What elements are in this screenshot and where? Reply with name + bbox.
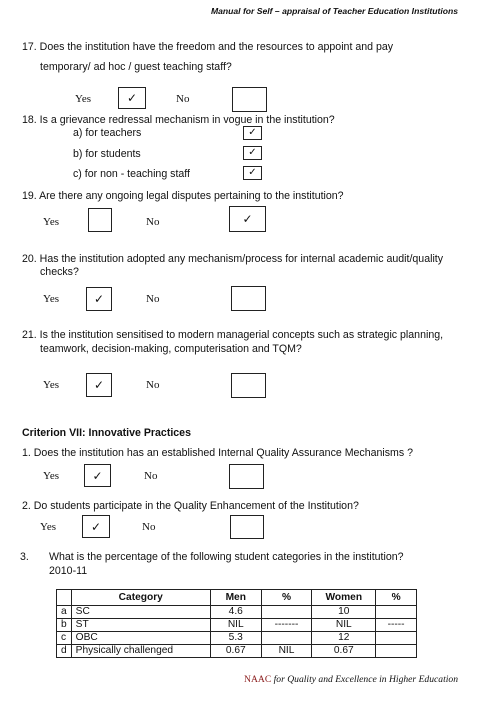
q19-yes-checkbox[interactable] [88,208,112,232]
table-cell: 12 [312,632,376,645]
q20-yes-label: Yes [43,293,60,305]
table-cell: ----- [376,619,417,632]
table-cell: NIL [312,619,376,632]
table-cell: NIL [210,619,261,632]
criterion-q3-year: 2010-11 [49,565,88,577]
q20-yes-checkbox[interactable]: ✓ [86,287,112,311]
c1-no-label: No [144,470,158,482]
question-18: 18. Is a grievance redressal mechanism in vogue in the institution? [22,114,335,126]
q21-yes-label: Yes [43,379,60,391]
question-20-line1: 20. Has the institution adopted any mechanism/process for internal academic audit/quality [22,253,444,265]
table-cell: d [57,645,72,658]
c2-no-checkbox[interactable] [230,515,264,539]
question-17-line1: 17. Does the institution have the freedom and the resources to appoint and pay [22,41,394,53]
table-header-row [57,590,417,606]
table-cell: c [57,632,72,645]
table-row [57,632,417,645]
table-cell [261,632,312,645]
c2-no-label: No [142,521,156,533]
student-category-table [56,589,417,658]
table-cell: 10 [312,606,376,619]
question-21-line1: 21. Is the institution sensitised to modern managerial concepts such as strategic planning, [22,329,444,341]
table-cell: 0.67 [312,645,376,658]
table-cell [376,606,417,619]
table-header [57,590,72,606]
q18-a-checkbox[interactable]: ✓ [243,126,262,140]
c1-yes-checkbox[interactable]: ✓ [84,464,111,487]
footer-brand: NAAC [244,674,272,685]
q21-yes-checkbox[interactable]: ✓ [86,373,112,397]
c2-yes-checkbox[interactable]: ✓ [82,515,110,538]
q20-no-label: No [146,293,160,305]
table-row [57,606,417,619]
table-row [57,619,417,632]
c1-no-checkbox[interactable] [229,464,264,489]
table-cell: NIL [261,645,312,658]
criterion-heading: Criterion VII: Innovative Practices [22,427,191,439]
table-cell: 5.3 [210,632,261,645]
q18-b-checkbox[interactable]: ✓ [243,146,262,160]
q18-option-c: c) for non - teaching staff [73,168,190,180]
table-cell: 0.67 [210,645,261,658]
table-row [57,645,417,658]
table-header: Category [71,590,210,606]
q17-yes-label: Yes [75,93,92,105]
criterion-q3: What is the percentage of the following student categories in the institution? [49,551,404,563]
q18-option-a: a) for teachers [73,127,142,139]
table-cell [376,632,417,645]
c1-yes-label: Yes [43,470,60,482]
table-cell [376,645,417,658]
question-21-line2: teamwork, decision-making, computerisation and TQM? [40,343,302,355]
table-cell [261,606,312,619]
page-header: Manual for Self – appraisal of Teacher Education Institutions [210,6,458,16]
criterion-q1: 1. Does the institution has an established Internal Quality Assurance Mechanisms ? [22,447,414,459]
table-cell: ------- [261,619,312,632]
q18-c-checkbox[interactable]: ✓ [243,166,262,180]
q21-no-checkbox[interactable] [231,373,266,398]
criterion-q2: 2. Do students participate in the Quality Enhancement of the Institution? [22,500,359,512]
q17-no-label: No [176,93,190,105]
q19-no-label: No [146,216,160,228]
q19-yes-label: Yes [43,216,60,228]
q21-no-label: No [146,379,160,391]
table-cell: b [57,619,72,632]
criterion-q3-number: 3. [20,551,29,563]
table-cell: a [57,606,72,619]
question-19: 19. Are there any ongoing legal disputes pertaining to the institution? [22,190,344,202]
table-header: % [261,590,312,606]
q17-no-checkbox[interactable] [232,87,267,112]
question-20-line2: checks? [40,266,79,278]
table-cell: 4.6 [210,606,261,619]
table-cell: SC [71,606,210,619]
page-footer [244,674,458,685]
table-header: Women [312,590,376,606]
table-cell: ST [71,619,210,632]
q17-yes-checkbox[interactable]: ✓ [118,87,146,109]
table-cell: Physically challenged [71,645,210,658]
q18-option-b: b) for students [73,148,141,160]
table-header: Men [210,590,261,606]
q20-no-checkbox[interactable] [231,286,266,311]
q19-no-checkbox[interactable]: ✓ [229,206,266,232]
footer-tagline: for Quality and Excellence in Higher Education [271,674,458,685]
question-17-line2: temporary/ ad hoc / guest teaching staff? [40,61,232,73]
table-cell: OBC [71,632,210,645]
table-header: % [376,590,417,606]
c2-yes-label: Yes [40,521,57,533]
